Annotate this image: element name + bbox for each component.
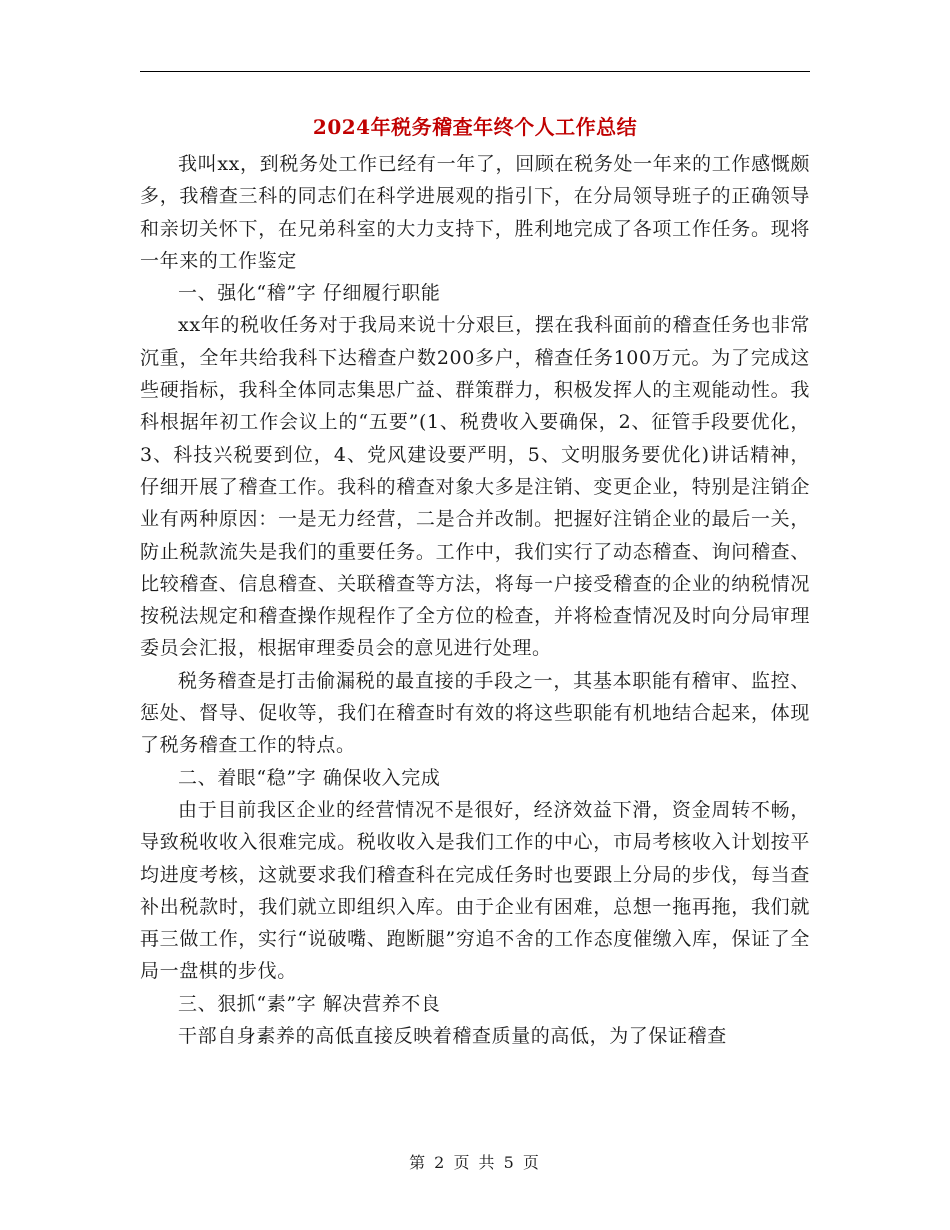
header-rule	[140, 71, 810, 72]
section-heading-1: 一、强化“稽”字 仔细履行职能	[178, 282, 441, 305]
document-title: 2024年税务稽查年终个人工作总结	[312, 115, 638, 139]
paragraph-intro: 我叫xx，到税务处工作已经有一年了，回顾在税务处一年来的工作感慨颇多，我稽查三科的同志们在科学进展观的指引下，在分局领导班子的正确领导和亲切关怀下，在兄弟科室的大力支持下，胜利地完成了各项工作任务。现将一年来的工作鉴定	[140, 153, 810, 272]
page-number-footer: 第 2 页 共 5 页	[409, 1153, 541, 1172]
paragraph-section-3: 干部自身素养的高低直接反映着稽查质量的高低，为了保证稽查	[178, 1025, 727, 1048]
section-heading-3: 三、狠抓“素”字 解决营养不良	[178, 992, 441, 1015]
document-body	[140, 148, 810, 1052]
paragraph-section-1-cont: 税务稽查是打击偷漏税的最直接的手段之一，其基本职能有稽审、监控、惩处、督导、促收等，我们在稽查时有效的将这些职能有机地结合起来，体现了税务稽查工作的特点。	[140, 669, 810, 757]
paragraph-section-2: 由于目前我区企业的经营情况不是很好，经济效益下滑，资金周转不畅，导致税收收入很难完成。税收收入是我们工作的中心，市局考核收入计划按平均进度考核，这就要求我们稽查科在完成任务时也要跟上分局的步伐，每当查补出税款时，我们就立即组织入库。由于企业有困难，总想一拖再拖，我们就再三做工作，实行“说破嘴、跑断腿”穷追不舍的工作态度催缴入库，保证了全局一盘棋的步伐。	[140, 798, 810, 983]
paragraph-section-1: xx年的税收任务对于我局来说十分艰巨，摆在我科面前的稽查任务也非常沉重，全年共给我科下达稽查户数200多户，稽查任务100万元。为了完成这些硬指标，我科全体同志集思广益、群策群力，积极发挥人的主观能动性。我科根据年初工作会议上的“五要”(1、税费收入要确保，2、征管手段要优化，3、科技兴税要到位，4、党风建设要严明，5、文明服务要优化)讲话精神，仔细开展了稽查工作。我科的稽查对象大多是注销、变更企业，特别是注销企业有两种原因：一是无力经营，二是合并改制。把握好注销企业的最后一关，防止税款流失是我们的重要任务。工作中，我们实行了动态稽查、询问稽查、比较稽查、信息稽查、关联稽查等方法，将每一户接受稽查的企业的纳税情况按税法规定和稽查操作规程作了全方位的检查，并将检查情况及时向分局审理委员会汇报，根据审理委员会的意见进行处理。	[140, 314, 810, 660]
section-heading-2: 二、着眼“稳”字 确保收入完成	[178, 766, 441, 789]
